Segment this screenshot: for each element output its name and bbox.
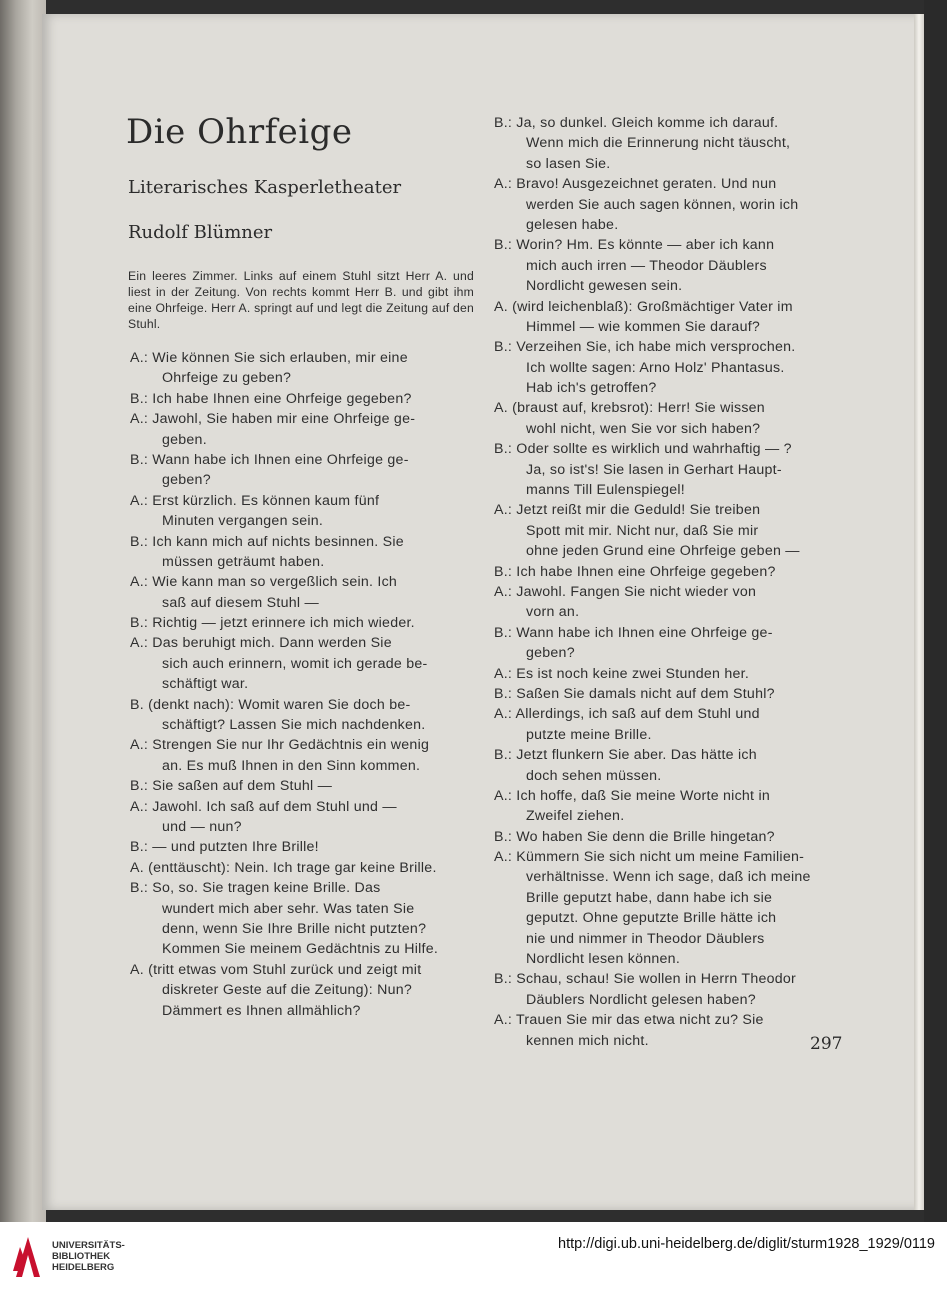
dialogue-line: Kommen Sie meinem Gedächtnis zu Hilfe. xyxy=(162,941,439,958)
text-column-left xyxy=(130,348,478,1021)
stage-direction: Ein leeres Zimmer. Links auf einem Stuhl sitzt Herr A. und liest in der Zeitung. Von rechts kommt Herr B. und gibt ihm eine Ohrfeige. Herr A. springt auf und legt die Zeitung auf den Stuhl. xyxy=(128,269,474,331)
dialogue-line: B.: Verzeihen Sie, ich habe mich versprochen. xyxy=(494,339,796,356)
dialogue-line: Dämmert es Ihnen allmählich? xyxy=(162,1002,361,1019)
logo-line: BIBLIOTHEK xyxy=(52,1251,111,1262)
dialogue-line: A.: Erst kürzlich. Es können kaum fünf xyxy=(130,492,380,509)
dialogue-line: wundert mich aber sehr. Was taten Sie xyxy=(162,900,415,917)
dialogue-line: B.: Saßen Sie damals nicht auf dem Stuhl? xyxy=(494,685,775,702)
footer-bar xyxy=(0,1222,947,1291)
dialogue-line: B.: Worin? Hm. Es könnte — aber ich kann xyxy=(494,237,775,254)
dialogue-line: B.: Ich kann mich auf nichts besinnen. Sie xyxy=(130,533,404,550)
dialogue-line: A.: Jawohl. Ich saß auf dem Stuhl und — xyxy=(130,798,397,815)
dialogue-line: A.: Wie kann man so vergeßlich sein. Ich xyxy=(130,574,398,591)
dialogue-line: müssen geträumt haben. xyxy=(162,553,325,570)
scan-background-right xyxy=(924,0,947,1222)
dialogue-line: diskreter Geste auf die Zeitung): Nun? xyxy=(162,982,413,999)
dialogue-line: Nordlicht lesen können. xyxy=(526,951,681,968)
source-url-link[interactable]: http://digi.ub.uni-heidelberg.de/diglit/sturm1928_1929/0119 xyxy=(558,1236,935,1252)
dialogue-line: B.: Ja, so dunkel. Gleich komme ich darauf. xyxy=(494,115,779,131)
dialogue-line: B.: Ich habe Ihnen eine Ohrfeige gegeben? xyxy=(130,390,412,407)
dialogue-line: Wenn mich die Erinnerung nicht täuscht, xyxy=(526,135,791,152)
dialogue-line: Himmel — wie kommen Sie darauf? xyxy=(526,318,761,335)
dialogue-line: B.: So, so. Sie tragen keine Brille. Das xyxy=(130,880,381,897)
dialogue-line: Minuten vergangen sein. xyxy=(162,513,324,530)
book-spine-edge xyxy=(0,0,46,1222)
dialogue-line: mich auch irren — Theodor Däublers xyxy=(526,257,767,274)
dialogue-line: wohl nicht, wen Sie vor sich haben? xyxy=(526,420,761,437)
dialogue-line: gelesen habe. xyxy=(526,216,619,233)
dialogue-line: geben? xyxy=(162,472,211,489)
dialogue-line: B.: Sie saßen auf dem Stuhl — xyxy=(130,778,333,795)
dialogue-line: A. (tritt etwas vom Stuhl zurück und zeigt mit xyxy=(130,961,422,978)
dialogue-line: geputzt. Ohne geputzte Brille hätte ich xyxy=(526,910,777,927)
dialogue-line: B.: Jetzt flunkern Sie aber. Das hätte ich xyxy=(494,747,757,764)
dialogue-line: Brille geputzt habe, dann habe ich sie xyxy=(526,889,773,906)
page-subtitle: Literarisches Kasperletheater xyxy=(128,177,402,198)
dialogue-line: A. (enttäuscht): Nein. Ich trage gar keine Brille. xyxy=(130,859,437,876)
dialogue-line: A.: Ich hoffe, daß Sie meine Worte nicht in xyxy=(494,787,770,804)
dialogue-line: denn, wenn Sie Ihre Brille nicht putzten? xyxy=(162,920,427,937)
text-column-right xyxy=(494,113,842,1051)
dialogue-line: B.: Richtig — jetzt erinnere ich mich wieder. xyxy=(130,615,415,632)
dialogue-line: A.: Bravo! Ausgezeichnet geraten. Und nun xyxy=(494,176,777,193)
dialogue-line: kennen mich nicht. xyxy=(526,1032,649,1049)
dialogue-line: B.: Ich habe Ihnen eine Ohrfeige gegeben? xyxy=(494,563,776,580)
dialogue-line: putzte meine Brille. xyxy=(526,726,652,743)
dialogue-line: schäftigt war. xyxy=(162,676,249,693)
dialogue-line: Zweifel ziehen. xyxy=(526,808,625,825)
dialogue-line: A.: Kümmern Sie sich nicht um meine Familien- xyxy=(494,849,805,866)
dialogue-line: saß auf diesem Stuhl — xyxy=(162,594,319,611)
dialogue-line: B.: Schau, schau! Sie wollen in Herrn Theodor xyxy=(494,971,796,988)
author-name: Rudolf Blümner xyxy=(128,222,273,243)
dialogue-line: A.: Jawohl, Sie haben mir eine Ohrfeige ge- xyxy=(130,411,416,428)
dialogue-line: A.: Allerdings, ich saß auf dem Stuhl und xyxy=(494,706,760,723)
dialogue-line: Spott mit mir. Nicht nur, daß Sie mir xyxy=(526,522,759,539)
dialogue-line: A. (wird leichenblaß): Großmächtiger Vater im xyxy=(494,298,793,315)
dialogue-line: A.: Es ist noch keine zwei Stunden her. xyxy=(494,665,750,682)
dialogue-line: sich auch erinnern, womit ich gerade be- xyxy=(162,655,428,672)
dialogue-line: B.: Wo haben Sie denn die Brille hingetan? xyxy=(494,828,775,845)
page-edge xyxy=(914,14,924,1210)
logo-line: UNIVERSITÄTS- xyxy=(52,1240,125,1251)
dialogue-line: so lasen Sie. xyxy=(526,155,611,172)
dialogue-line: B.: Oder sollte es wirklich und wahrhaftig — ? xyxy=(494,441,792,458)
page-title: Die Ohrfeige xyxy=(126,112,353,152)
dialogue-line: B.: — und putzten Ihre Brille! xyxy=(130,839,319,856)
dialogue-line: B.: Wann habe ich Ihnen eine Ohrfeige ge- xyxy=(130,451,409,468)
university-library-logo-icon xyxy=(10,1231,46,1281)
dialogue-line: A.: Strengen Sie nur Ihr Gedächtnis ein wenig xyxy=(130,737,430,754)
dialogue-line: Däublers Nordlicht gelesen haben? xyxy=(526,991,756,1008)
dialogue-line: A.: Jawohl. Fangen Sie nicht wieder von xyxy=(494,583,757,600)
dialogue-line: A.: Jetzt reißt mir die Geduld! Sie treiben xyxy=(494,502,761,519)
dialogue-line: doch sehen müssen. xyxy=(526,767,662,784)
dialogue-line: Ja, so ist's! Sie lasen in Gerhart Haupt- xyxy=(526,461,782,478)
dialogue-line: geben? xyxy=(526,645,575,662)
library-logo-text xyxy=(52,1240,125,1273)
dialogue-line: A.: Das beruhigt mich. Dann werden Sie xyxy=(130,635,392,652)
dialogue-line: und — nun? xyxy=(162,818,242,835)
dialogue-line: ohne jeden Grund eine Ohrfeige geben — xyxy=(526,543,800,560)
dialogue-line: geben. xyxy=(162,431,207,448)
dialogue-line: Ich wollte sagen: Arno Holz' Phantasus. xyxy=(526,359,785,376)
dialogue-line: A.: Wie können Sie sich erlauben, mir eine xyxy=(130,350,408,366)
dialogue-line: A.: Trauen Sie mir das etwa nicht zu? Sie xyxy=(494,1012,764,1029)
dialogue-line: an. Es muß Ihnen in den Sinn kommen. xyxy=(162,757,421,774)
dialogue-line: Nordlicht gewesen sein. xyxy=(526,278,683,295)
dialogue-line: werden Sie auch sagen können, worin ich xyxy=(526,196,799,213)
dialogue-line: vorn an. xyxy=(526,604,580,621)
dialogue-line: manns Till Eulenspiegel! xyxy=(526,482,685,499)
page-number: 297 xyxy=(810,1034,843,1054)
dialogue-line: nie und nimmer in Theodor Däublers xyxy=(526,930,765,947)
dialogue-line: Hab ich's getroffen? xyxy=(526,380,657,397)
dialogue-line: verhältnisse. Wenn ich sage, daß ich meine xyxy=(526,869,811,886)
dialogue-line: A. (braust auf, krebsrot): Herr! Sie wissen xyxy=(494,400,765,417)
dialogue-line: B. (denkt nach): Womit waren Sie doch be- xyxy=(130,696,411,713)
dialogue-line: Ohrfeige zu geben? xyxy=(162,370,292,387)
dialogue-line: schäftigt? Lassen Sie mich nachdenken. xyxy=(162,717,426,734)
logo-line: HEIDELBERG xyxy=(52,1262,115,1273)
dialogue-line: B.: Wann habe ich Ihnen eine Ohrfeige ge- xyxy=(494,624,773,641)
